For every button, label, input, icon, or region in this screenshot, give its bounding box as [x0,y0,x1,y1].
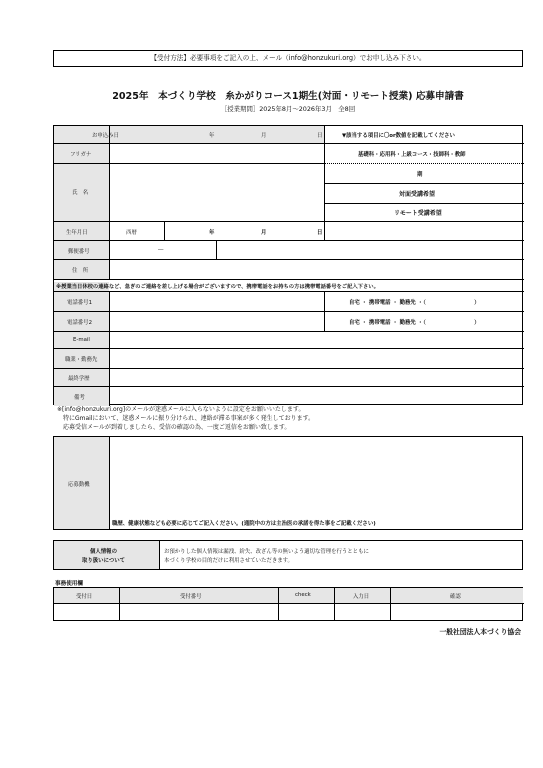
birth-month-unit: 月 [261,230,267,236]
address-field[interactable] [110,260,523,278]
birth-date-label: 生年月日 [66,230,88,236]
furigana-field[interactable] [110,144,323,162]
office-use-table [53,587,523,621]
western-calendar-label: 西暦 [126,230,137,236]
email-note-line-2: 特にGmailにおいて、迷惑メールに振り分けられ、連絡が滞る事案が多く発生しております。 [57,415,315,422]
remarks-field[interactable] [110,387,523,405]
phone1-type-options[interactable]: 自宅 ・ 携帯電話 ・ 勤務先 ・（ ） [349,300,480,306]
form-title: 2025年 本づくり学校 糸かがりコース1期生(対面・リモート授業) 応募申請書 [112,91,464,102]
postal-dash: ― [158,247,164,253]
birth-year-unit: 年 [209,230,215,236]
occupation-label: 職業・勤務先 [65,357,98,363]
privacy-label-line-1: 個人情報の [90,549,117,555]
email-notes [57,405,314,432]
apply-month-unit: 月 [261,133,267,139]
office-header-check: check [295,592,311,598]
email-note-line-3: 応募受信メールが到着しましたら、受信の確認の為、一度ご返信をお願い致します。 [57,424,291,431]
birth-day-unit: 日 [317,230,323,236]
motive-label: 応募動機 [68,482,90,488]
instruction-text: ▼該当する項目に〇or数値を記載してください [342,133,455,139]
phone1-label: 電話番号1 [67,300,92,306]
association-name: 一般社団法人本づくり協会 [439,628,521,636]
submission-notice: 【受付方法】必要事項をご記入の上、メール（info@honzukuri.org）でお申し込み下さい。 [53,50,523,67]
email-field[interactable] [110,332,523,347]
address-label: 住 所 [72,268,89,274]
education-field[interactable] [110,369,523,385]
office-header-input-date: 入力日 [353,594,370,600]
education-label: 最終学歴 [68,376,90,382]
phone2-type-options[interactable]: 自宅 ・ 携帯電話 ・ 勤務先 ・（ ） [349,320,480,326]
privacy-section [53,540,523,570]
apply-year-unit: 年 [209,133,215,139]
phone2-label: 電話番号2 [67,320,92,326]
apply-day-unit: 日 [317,133,323,139]
application-table [53,125,523,405]
in-person-option[interactable]: 対面受講希望 [399,191,436,198]
apply-date-label: お申込み日 [92,133,119,139]
name-field[interactable] [110,164,323,220]
motive-hint: 職歴、健康状態なども必要に応じてご記入ください。(通院中の方は主治医の承諾を得た事をご記載ください) [112,521,376,527]
email-note-line-1: ※[info@honzukuri.org]のメールが迷惑メールに入らないように設定をお願いいたします。 [57,406,305,413]
occupation-field[interactable] [110,349,523,367]
office-header-receipt-number: 受付番号 [180,594,202,600]
email-label: E-mail [73,337,90,343]
office-header-received-date: 受付日 [76,594,93,600]
term-unit: 期 [417,172,423,178]
privacy-text-line-1: お預かりした個人情報は漏洩、紛失、改ざん等の無いよう適切な管理を行うとともに [164,549,369,555]
phone1-field[interactable] [110,292,323,310]
contact-note: ※授業当日休校の連絡など、急ぎのご連絡を差し上げる場合がございますので、携帯電話をお持ちの方は携帯電話番号をご記入下さい。 [56,284,379,290]
privacy-text-line-2: 本づくり学校の目的だけに利用させていただきます。 [164,558,293,564]
name-label: 氏 名 [72,190,89,196]
course-options: 基礎科・応用科・上級コース・技師科・教師 [358,152,466,158]
office-header-confirmation: 確認 [450,594,461,600]
postal-code-label: 郵便番号 [68,249,90,255]
motive-section [53,436,523,530]
furigana-label: フリガナ [70,152,92,158]
remote-option[interactable]: リモート受講希望 [394,210,442,217]
privacy-label-line-2: 取り扱いについて [82,558,126,564]
remarks-label: 備考 [74,395,85,401]
motive-field[interactable] [110,437,522,513]
office-use-title: 事務使用欄 [55,581,83,587]
course-period: ［授業期間］2025年8月～2026年3月 全8回 [220,105,356,113]
phone2-field[interactable] [110,312,323,330]
